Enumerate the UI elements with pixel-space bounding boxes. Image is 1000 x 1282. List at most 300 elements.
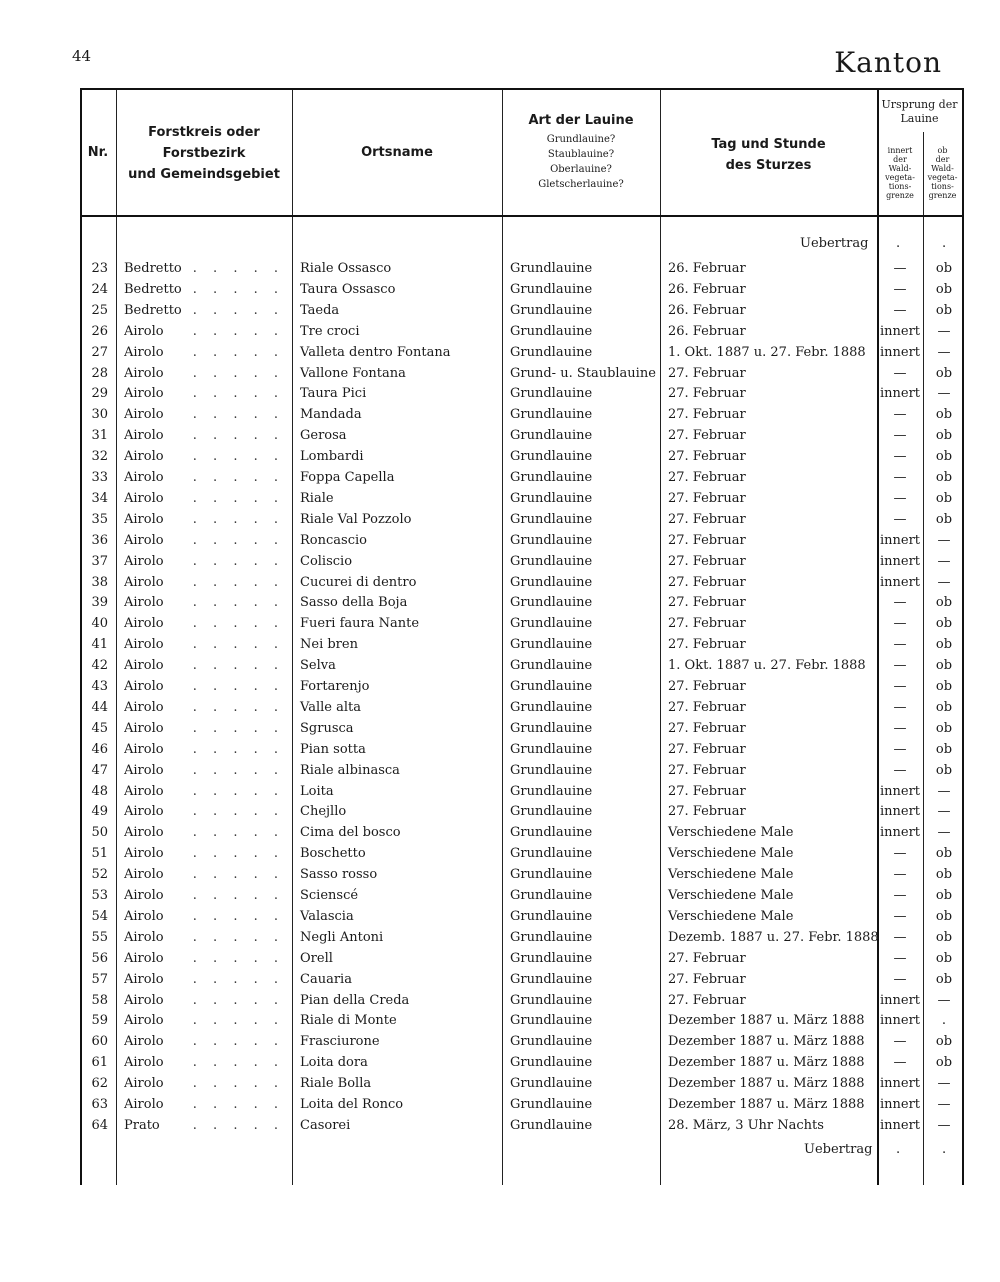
table-row bbox=[80, 321, 964, 342]
row-avalanche-type: Grundlauine bbox=[510, 407, 593, 423]
row-date: 1. Okt. 1887 u. 27. Febr. 1888 bbox=[668, 658, 866, 674]
row-district: Airolo bbox=[124, 783, 164, 799]
row-district: Airolo bbox=[124, 741, 164, 757]
row-place: Orell bbox=[300, 950, 333, 966]
row-date: 27. Februar bbox=[668, 365, 746, 381]
row-origin-inner: innert bbox=[880, 1117, 921, 1133]
leader-dots: . . . . . bbox=[192, 1117, 284, 1133]
row-date: 26. Februar bbox=[668, 323, 746, 339]
leader-dots: . . . . . bbox=[192, 699, 284, 715]
header-date bbox=[660, 134, 877, 176]
row-place: Gerosa bbox=[300, 428, 347, 444]
leader-dots: . . . . . bbox=[192, 950, 284, 966]
row-origin-above: ob bbox=[935, 281, 953, 297]
row-number: 61 bbox=[91, 1055, 108, 1071]
row-origin-inner: — bbox=[893, 407, 907, 423]
row-district: Airolo bbox=[124, 929, 164, 945]
header-origin bbox=[877, 98, 962, 126]
row-place: Riale albinasca bbox=[300, 762, 400, 778]
table-row bbox=[80, 1052, 964, 1073]
row-number: 54 bbox=[91, 908, 108, 924]
row-place: Riale Bolla bbox=[300, 1076, 372, 1092]
leader-dots: . . . . . bbox=[192, 637, 284, 653]
row-origin-above: ob bbox=[935, 888, 953, 903]
row-date: 27. Februar bbox=[668, 511, 746, 527]
row-place: Valascia bbox=[300, 908, 354, 924]
row-origin-above: ob bbox=[935, 428, 953, 444]
row-origin-above: — bbox=[937, 783, 951, 799]
row-district: Airolo bbox=[124, 553, 164, 569]
row-avalanche-type: Grundlauine bbox=[510, 720, 593, 736]
header-district-line: Forstbezirk bbox=[162, 146, 246, 161]
row-date: Verschiedene Male bbox=[668, 888, 794, 903]
row-avalanche-type: Grundlauine bbox=[510, 344, 593, 360]
row-origin-inner: innert bbox=[880, 1076, 921, 1092]
row-origin-above: ob bbox=[935, 302, 953, 318]
row-date: 27. Februar bbox=[668, 679, 746, 694]
row-number: 37 bbox=[91, 553, 108, 569]
row-place: Foppa Capella bbox=[300, 470, 395, 485]
row-avalanche-type: Grundlauine bbox=[510, 1097, 593, 1112]
row-origin-inner: innert bbox=[880, 783, 921, 799]
table-row bbox=[80, 446, 964, 467]
row-district: Airolo bbox=[124, 1076, 164, 1092]
table-row bbox=[80, 488, 964, 509]
table-row bbox=[80, 1010, 964, 1031]
row-date: 26. Februar bbox=[668, 281, 746, 297]
row-date: Dezember 1887 u. März 1888 bbox=[668, 1034, 865, 1050]
table-row bbox=[80, 822, 964, 843]
table-row bbox=[80, 990, 964, 1011]
leader-dots: . . . . . bbox=[192, 449, 284, 465]
header-origin-above-line: Wald- bbox=[931, 164, 954, 173]
row-district: Airolo bbox=[124, 511, 164, 527]
leader-dots: . . . . . bbox=[192, 553, 284, 569]
leader-dots: . . . . . bbox=[192, 867, 284, 883]
row-date: 27. Februar bbox=[668, 553, 746, 569]
row-date: Dezember 1887 u. März 1888 bbox=[668, 1013, 865, 1029]
header-district bbox=[116, 122, 292, 185]
row-origin-above: ob bbox=[935, 929, 953, 945]
table-row bbox=[80, 592, 964, 613]
row-number: 59 bbox=[91, 1013, 108, 1029]
header-origin-inner-line: vegeta- bbox=[885, 173, 915, 182]
row-avalanche-type: Grundlauine bbox=[510, 908, 593, 924]
row-avalanche-type: Grundlauine bbox=[510, 637, 593, 653]
row-origin-inner: — bbox=[893, 699, 907, 715]
row-avalanche-type: Grundlauine bbox=[510, 1034, 593, 1050]
row-date: Dezember 1887 u. März 1888 bbox=[668, 1055, 865, 1071]
row-origin-above: ob bbox=[935, 470, 953, 485]
row-origin-above: — bbox=[937, 804, 951, 820]
header-origin-inner-line: grenze bbox=[886, 191, 914, 200]
leader-dots: . . . . . bbox=[192, 783, 284, 799]
row-avalanche-type: Grundlauine bbox=[510, 553, 593, 569]
row-district: Bedretto bbox=[124, 302, 182, 318]
row-avalanche-type: Grundlauine bbox=[510, 470, 593, 485]
row-date: 27. Februar bbox=[668, 449, 746, 465]
row-place: Cauaria bbox=[300, 971, 352, 987]
row-avalanche-type: Grundlauine bbox=[510, 971, 593, 987]
row-origin-inner: — bbox=[893, 595, 907, 611]
row-district: Airolo bbox=[124, 699, 164, 715]
row-date: 26. Februar bbox=[668, 261, 746, 276]
row-avalanche-type: Grundlauine bbox=[510, 679, 593, 694]
row-number: 64 bbox=[91, 1117, 108, 1133]
row-place: Cima del bosco bbox=[300, 825, 401, 841]
row-origin-above: ob bbox=[935, 846, 953, 862]
row-avalanche-type: Grundlauine bbox=[510, 783, 593, 799]
leader-dots: . . . . . bbox=[192, 302, 284, 318]
row-district: Airolo bbox=[124, 971, 164, 987]
leader-dots: . . . . . bbox=[192, 365, 284, 381]
row-district: Airolo bbox=[124, 407, 164, 423]
leader-dots: . . . . . bbox=[192, 1076, 284, 1092]
row-place: Selva bbox=[300, 658, 336, 674]
table-row bbox=[80, 739, 964, 760]
row-origin-inner: innert bbox=[880, 344, 921, 360]
row-avalanche-type: Grundlauine bbox=[510, 595, 593, 611]
row-avalanche-type: Grundlauine bbox=[510, 825, 593, 841]
row-origin-inner: — bbox=[893, 908, 907, 924]
header-origin-inner-line: innert bbox=[887, 146, 913, 155]
table-row bbox=[80, 509, 964, 530]
row-origin-above: — bbox=[937, 553, 951, 569]
row-number: 29 bbox=[91, 386, 108, 402]
row-number: 41 bbox=[91, 637, 108, 653]
row-origin-above: ob bbox=[935, 1034, 953, 1050]
row-origin-inner: — bbox=[893, 428, 907, 444]
row-place: Vallone Fontana bbox=[300, 365, 406, 381]
row-date: Dezemb. 1887 u. 27. Febr. 1888 bbox=[668, 929, 879, 945]
row-origin-above: . bbox=[941, 1013, 947, 1029]
row-origin-above: ob bbox=[935, 720, 953, 736]
row-district: Airolo bbox=[124, 762, 164, 778]
table-row bbox=[80, 1115, 964, 1136]
header-type-options bbox=[502, 132, 660, 192]
row-origin-inner: innert bbox=[880, 1013, 921, 1029]
table-row bbox=[80, 1073, 964, 1094]
row-district: Bedretto bbox=[124, 261, 182, 276]
header-nr: Nr. bbox=[87, 145, 109, 160]
row-number: 33 bbox=[91, 470, 108, 485]
row-date: 27. Februar bbox=[668, 783, 746, 799]
row-place: Riale Ossasco bbox=[300, 261, 392, 276]
row-district: Airolo bbox=[124, 888, 164, 903]
avalanche-table bbox=[80, 88, 964, 1185]
row-avalanche-type: Grundlauine bbox=[510, 950, 593, 966]
row-avalanche-type: Grundlauine bbox=[510, 888, 593, 903]
leader-dots: . . . . . bbox=[192, 428, 284, 444]
leader-dots: . . . . . bbox=[192, 825, 284, 841]
row-origin-above: — bbox=[937, 825, 951, 841]
header-district-line: Forstkreis oder bbox=[148, 125, 260, 140]
row-origin-above: ob bbox=[935, 595, 953, 611]
header-type-option: Oberlauine? bbox=[550, 164, 612, 175]
row-origin-inner: — bbox=[893, 302, 907, 318]
row-date: Verschiedene Male bbox=[668, 908, 794, 924]
row-origin-inner: — bbox=[893, 261, 907, 276]
row-number: 40 bbox=[91, 616, 108, 632]
row-district: Airolo bbox=[124, 344, 164, 360]
row-district: Airolo bbox=[124, 574, 164, 590]
table-row bbox=[80, 843, 964, 864]
leader-dots: . . . . . bbox=[192, 511, 284, 527]
leader-dots: . . . . . bbox=[192, 679, 284, 694]
row-number: 30 bbox=[91, 407, 108, 423]
row-number: 62 bbox=[91, 1076, 108, 1092]
row-avalanche-type: Grundlauine bbox=[510, 804, 593, 820]
row-avalanche-type: Grundlauine bbox=[510, 511, 593, 527]
carry-in-above: . bbox=[942, 236, 947, 251]
row-origin-above: ob bbox=[935, 741, 953, 757]
row-district: Airolo bbox=[124, 950, 164, 966]
table-row bbox=[80, 300, 964, 321]
row-date: 27. Februar bbox=[668, 971, 746, 987]
row-place: Loita del Ronco bbox=[300, 1097, 404, 1112]
row-date: 26. Februar bbox=[668, 302, 746, 318]
row-district: Airolo bbox=[124, 1034, 164, 1050]
row-date: 27. Februar bbox=[668, 699, 746, 715]
row-avalanche-type: Grundlauine bbox=[510, 261, 593, 276]
row-number: 56 bbox=[91, 950, 108, 966]
header-origin-above bbox=[923, 146, 962, 200]
row-district: Airolo bbox=[124, 365, 164, 381]
table-row bbox=[80, 1031, 964, 1052]
leader-dots: . . . . . bbox=[192, 762, 284, 778]
row-origin-above: ob bbox=[935, 699, 953, 715]
row-origin-inner: — bbox=[893, 616, 907, 632]
row-date: 27. Februar bbox=[668, 950, 746, 966]
row-avalanche-type: Grundlauine bbox=[510, 281, 593, 297]
row-number: 24 bbox=[91, 281, 108, 297]
header-rule bbox=[80, 215, 964, 217]
row-number: 49 bbox=[91, 804, 108, 820]
row-number: 48 bbox=[91, 783, 108, 799]
row-district: Airolo bbox=[124, 720, 164, 736]
row-district: Airolo bbox=[124, 825, 164, 841]
row-origin-above: — bbox=[937, 323, 951, 339]
row-date: 27. Februar bbox=[668, 616, 746, 632]
row-place: Boschetto bbox=[300, 846, 366, 862]
row-avalanche-type: Grundlauine bbox=[510, 302, 593, 318]
row-district: Airolo bbox=[124, 616, 164, 632]
header-origin-above-line: tions- bbox=[931, 182, 954, 191]
row-origin-inner: innert bbox=[880, 804, 921, 820]
row-date: 27. Februar bbox=[668, 407, 746, 423]
row-district: Airolo bbox=[124, 470, 164, 485]
row-origin-above: ob bbox=[935, 637, 953, 653]
row-date: Dezember 1887 u. März 1888 bbox=[668, 1097, 865, 1112]
row-place: Riale Val Pozzolo bbox=[300, 511, 412, 527]
header-origin-above-line: vegeta- bbox=[927, 173, 958, 182]
row-date: 1. Okt. 1887 u. 27. Febr. 1888 bbox=[668, 344, 866, 360]
leader-dots: . . . . . bbox=[192, 574, 284, 590]
row-origin-inner: — bbox=[893, 762, 907, 778]
row-origin-inner: — bbox=[893, 888, 907, 903]
row-avalanche-type: Grundlauine bbox=[510, 762, 593, 778]
row-origin-inner: — bbox=[893, 1055, 907, 1071]
row-date: 27. Februar bbox=[668, 386, 746, 402]
row-origin-above: ob bbox=[935, 971, 953, 987]
row-avalanche-type: Grundlauine bbox=[510, 323, 593, 339]
row-date: 27. Februar bbox=[668, 490, 746, 506]
table-row bbox=[80, 258, 964, 279]
row-origin-inner: — bbox=[893, 470, 907, 485]
leader-dots: . . . . . bbox=[192, 1034, 284, 1050]
row-number: 45 bbox=[91, 720, 108, 736]
row-district: Airolo bbox=[124, 449, 164, 465]
row-origin-above: ob bbox=[935, 762, 953, 778]
row-number: 51 bbox=[91, 846, 108, 862]
row-origin-inner: innert bbox=[880, 825, 921, 841]
leader-dots: . . . . . bbox=[192, 386, 284, 402]
header-origin-inner-line: der bbox=[893, 155, 907, 164]
row-avalanche-type: Grundlauine bbox=[510, 867, 593, 883]
header-type-option: Gletscherlauine? bbox=[538, 179, 624, 190]
table-row bbox=[80, 425, 964, 446]
leader-dots: . . . . . bbox=[192, 616, 284, 632]
row-avalanche-type: Grundlauine bbox=[510, 1055, 593, 1071]
row-avalanche-type: Grundlauine bbox=[510, 1076, 593, 1092]
leader-dots: . . . . . bbox=[192, 595, 284, 611]
row-origin-above: ob bbox=[935, 1055, 953, 1071]
header-date-line: Tag und Stunde bbox=[711, 137, 826, 152]
header-type-option: Staublauine? bbox=[547, 149, 615, 160]
leader-dots: . . . . . bbox=[192, 261, 284, 276]
header-origin-line: Lauine bbox=[900, 112, 939, 125]
row-origin-inner: — bbox=[893, 929, 907, 945]
row-avalanche-type: Grundlauine bbox=[510, 929, 593, 945]
row-origin-inner: — bbox=[893, 679, 907, 694]
row-district: Airolo bbox=[124, 867, 164, 883]
row-number: 63 bbox=[91, 1097, 108, 1112]
row-number: 23 bbox=[91, 261, 108, 276]
row-origin-inner: innert bbox=[880, 323, 921, 339]
row-place: Loita dora bbox=[300, 1055, 368, 1071]
row-date: Dezember 1887 u. März 1888 bbox=[668, 1076, 865, 1092]
row-origin-inner: — bbox=[893, 846, 907, 862]
row-number: 55 bbox=[91, 929, 108, 945]
row-number: 35 bbox=[91, 511, 108, 527]
leader-dots: . . . . . bbox=[192, 804, 284, 820]
row-number: 43 bbox=[91, 679, 108, 694]
row-district: Airolo bbox=[124, 595, 164, 611]
row-origin-above: ob bbox=[935, 365, 953, 381]
row-number: 31 bbox=[91, 428, 108, 444]
leader-dots: . . . . . bbox=[192, 908, 284, 924]
carry-out-above: . bbox=[942, 1142, 947, 1157]
row-place: Pian della Creda bbox=[300, 992, 410, 1008]
row-origin-above: — bbox=[937, 386, 951, 402]
row-place: Negli Antoni bbox=[300, 929, 384, 945]
row-origin-inner: — bbox=[893, 365, 907, 381]
row-avalanche-type: Grundlauine bbox=[510, 658, 593, 674]
leader-dots: . . . . . bbox=[192, 281, 284, 297]
table-row bbox=[80, 363, 964, 384]
row-origin-inner: — bbox=[893, 511, 907, 527]
row-origin-above: — bbox=[937, 532, 951, 548]
leader-dots: . . . . . bbox=[192, 1013, 284, 1029]
row-place: Taura Ossasco bbox=[300, 281, 396, 297]
row-district: Airolo bbox=[124, 1055, 164, 1071]
row-number: 53 bbox=[91, 888, 108, 903]
row-district: Airolo bbox=[124, 658, 164, 674]
row-place: Loita bbox=[300, 783, 334, 799]
row-avalanche-type: Grundlauine bbox=[510, 428, 593, 444]
row-district: Airolo bbox=[124, 532, 164, 548]
row-avalanche-type: Grundlauine bbox=[510, 1013, 593, 1029]
row-avalanche-type: Grundlauine bbox=[510, 449, 593, 465]
row-avalanche-type: Grundlauine bbox=[510, 992, 593, 1008]
row-origin-above: — bbox=[937, 1076, 951, 1092]
row-avalanche-type: Grundlauine bbox=[510, 699, 593, 715]
row-district: Bedretto bbox=[124, 281, 182, 297]
row-place: Sgrusca bbox=[300, 720, 354, 736]
row-date: Verschiedene Male bbox=[668, 867, 794, 883]
row-date: 27. Februar bbox=[668, 428, 746, 444]
row-district: Airolo bbox=[124, 679, 164, 694]
carry-out-inner: . bbox=[896, 1142, 901, 1157]
row-origin-inner: — bbox=[893, 741, 907, 757]
row-origin-inner: — bbox=[893, 490, 907, 506]
row-origin-inner: — bbox=[893, 449, 907, 465]
row-place: Taura Pici bbox=[300, 386, 367, 402]
leader-dots: . . . . . bbox=[192, 929, 284, 945]
row-date: 27. Februar bbox=[668, 804, 746, 820]
row-origin-above: — bbox=[937, 344, 951, 360]
table-row bbox=[80, 927, 964, 948]
row-number: 52 bbox=[91, 867, 108, 883]
table-row bbox=[80, 467, 964, 488]
leader-dots: . . . . . bbox=[192, 407, 284, 423]
row-place: Roncascio bbox=[300, 532, 367, 548]
row-number: 38 bbox=[91, 574, 108, 590]
row-date: 27. Februar bbox=[668, 470, 746, 485]
carry-in-inner: . bbox=[896, 236, 901, 251]
table-row bbox=[80, 530, 964, 551]
row-origin-inner: — bbox=[893, 1034, 907, 1050]
table-row bbox=[80, 676, 964, 697]
row-number: 28 bbox=[91, 365, 108, 381]
header-district-line: und Gemeindsgebiet bbox=[128, 167, 280, 182]
leader-dots: . . . . . bbox=[192, 532, 284, 548]
row-place: Valle alta bbox=[300, 699, 361, 715]
header-origin-line: Ursprung der bbox=[881, 98, 958, 111]
table-row bbox=[80, 572, 964, 593]
table-row bbox=[80, 551, 964, 572]
row-origin-above: — bbox=[937, 1117, 951, 1133]
page-number: 44 bbox=[72, 47, 92, 65]
row-district: Airolo bbox=[124, 908, 164, 924]
row-avalanche-type: Grundlauine bbox=[510, 574, 593, 590]
row-district: Airolo bbox=[124, 490, 164, 506]
row-origin-inner: innert bbox=[880, 532, 921, 548]
table-row bbox=[80, 969, 964, 990]
row-number: 25 bbox=[91, 302, 108, 318]
row-number: 58 bbox=[91, 992, 108, 1008]
row-avalanche-type: Grundlauine bbox=[510, 532, 593, 548]
row-date: 27. Februar bbox=[668, 720, 746, 736]
table-row bbox=[80, 634, 964, 655]
row-origin-above: ob bbox=[935, 658, 953, 674]
table-row bbox=[80, 279, 964, 300]
row-place: Fueri faura Nante bbox=[300, 616, 420, 632]
row-date: Verschiedene Male bbox=[668, 825, 794, 841]
row-date: 27. Februar bbox=[668, 992, 746, 1008]
header-origin-inner bbox=[877, 146, 923, 200]
row-origin-above: ob bbox=[935, 407, 953, 423]
